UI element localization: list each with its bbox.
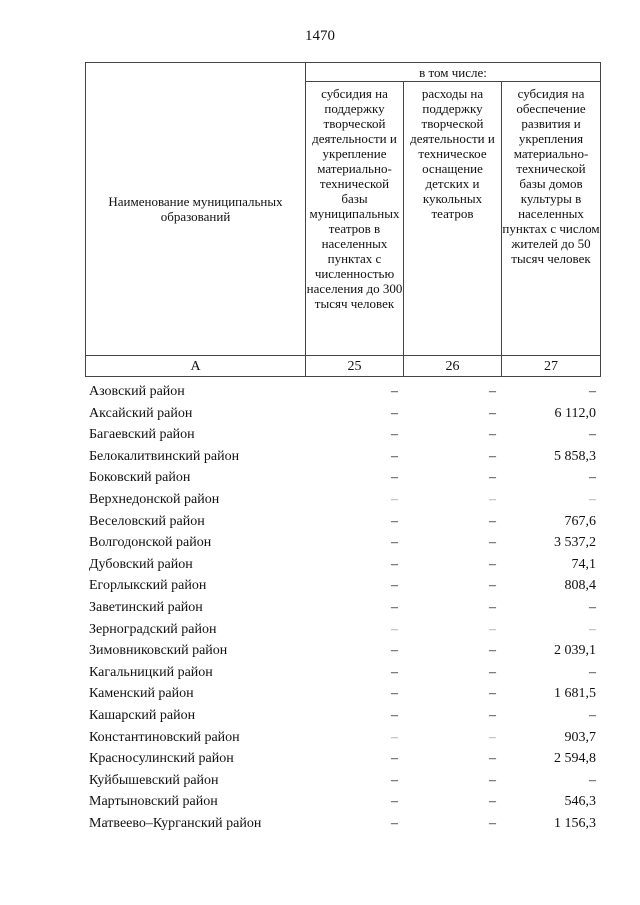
row-name: Кагальницкий район bbox=[89, 664, 213, 680]
cell-25: – bbox=[391, 664, 398, 680]
cell-25: – bbox=[391, 384, 398, 399]
row-name: Мартыновский район bbox=[89, 794, 218, 810]
table-row bbox=[85, 511, 600, 533]
cell-27: 808,4 bbox=[564, 578, 596, 594]
cell-26: – bbox=[489, 427, 496, 443]
cell-26: – bbox=[489, 621, 496, 637]
row-name: Азовский район bbox=[89, 384, 185, 399]
row-name: Куйбышевский район bbox=[89, 772, 219, 788]
table-body bbox=[85, 381, 600, 834]
cell-26: – bbox=[489, 751, 496, 767]
cell-25: – bbox=[391, 751, 398, 767]
cell-26: – bbox=[489, 578, 496, 594]
table-row bbox=[85, 619, 600, 641]
cell-27: 6 112,0 bbox=[554, 405, 596, 421]
cell-26: – bbox=[489, 405, 496, 421]
row-name: Заветинский район bbox=[89, 599, 203, 615]
header-col-25: субсидия на поддержку творческой деятельности и укрепление материально-технической базы муниципальных театров в населенных пунктах с численностью населения до 300 тысяч человек bbox=[306, 82, 404, 356]
cell-25: – bbox=[391, 491, 398, 507]
cell-25: – bbox=[391, 686, 398, 702]
cell-27: – bbox=[589, 772, 596, 788]
cell-25: – bbox=[391, 794, 398, 810]
row-name: Зимовниковский район bbox=[89, 643, 228, 659]
table-row bbox=[85, 554, 600, 576]
cell-27: 903,7 bbox=[564, 729, 596, 745]
cell-27: – bbox=[589, 470, 596, 486]
cell-26: – bbox=[489, 794, 496, 810]
table-row bbox=[85, 446, 600, 468]
cell-25: – bbox=[391, 707, 398, 723]
cell-25: – bbox=[391, 513, 398, 529]
table-row bbox=[85, 403, 600, 425]
cell-27: 767,6 bbox=[564, 513, 596, 529]
table-row bbox=[85, 705, 600, 727]
cell-26: – bbox=[489, 556, 496, 572]
cell-25: – bbox=[391, 621, 398, 637]
cell-27: – bbox=[589, 621, 596, 637]
cell-25: – bbox=[391, 772, 398, 788]
cell-25: – bbox=[391, 815, 398, 831]
table-row bbox=[85, 489, 600, 511]
cell-26: – bbox=[489, 599, 496, 615]
cell-26: – bbox=[489, 513, 496, 529]
cell-26: – bbox=[489, 772, 496, 788]
cell-27: – bbox=[589, 707, 596, 723]
cell-25: – bbox=[391, 535, 398, 551]
cell-26: – bbox=[489, 470, 496, 486]
header-index-a: А bbox=[86, 356, 306, 377]
cell-25: – bbox=[391, 427, 398, 443]
row-name: Дубовский район bbox=[89, 556, 193, 572]
cell-25: – bbox=[391, 599, 398, 615]
table-row bbox=[85, 748, 600, 770]
cell-27: – bbox=[589, 599, 596, 615]
row-name: Егорлыкский район bbox=[89, 578, 207, 594]
row-name: Волгодонской район bbox=[89, 535, 212, 551]
cell-25: – bbox=[391, 729, 398, 745]
cell-27: 1 156,3 bbox=[554, 815, 596, 831]
header-col-26: расходы на поддержку творческой деятельности и техническое оснащение детских и кукольных театров bbox=[404, 82, 502, 356]
page-number: 1470 bbox=[305, 28, 335, 44]
cell-25: – bbox=[391, 448, 398, 464]
row-name: Аксайский район bbox=[89, 405, 193, 421]
cell-27: – bbox=[589, 384, 596, 399]
table-row bbox=[85, 381, 600, 403]
cell-27: 546,3 bbox=[564, 794, 596, 810]
row-name: Каменский район bbox=[89, 686, 194, 702]
cell-27: 1 681,5 bbox=[554, 686, 596, 702]
cell-26: – bbox=[489, 686, 496, 702]
cell-26: – bbox=[489, 815, 496, 831]
row-name: Константиновский район bbox=[89, 729, 240, 745]
header-group: в том числе: bbox=[306, 63, 601, 82]
row-name: Зерноградский район bbox=[89, 621, 217, 637]
table-row bbox=[85, 662, 600, 684]
cell-27: 3 537,2 bbox=[554, 535, 596, 551]
table-row bbox=[85, 813, 600, 835]
table-row bbox=[85, 532, 600, 554]
header-index-27: 27 bbox=[502, 356, 601, 377]
cell-27: 2 594,8 bbox=[554, 751, 596, 767]
table-row bbox=[85, 791, 600, 813]
table-row bbox=[85, 640, 600, 662]
header-index-25: 25 bbox=[306, 356, 404, 377]
header-index-26: 26 bbox=[404, 356, 502, 377]
cell-26: – bbox=[489, 491, 496, 507]
cell-25: – bbox=[391, 643, 398, 659]
cell-27: – bbox=[589, 491, 596, 507]
cell-27: 74,1 bbox=[571, 556, 596, 572]
table-row bbox=[85, 683, 600, 705]
cell-27: 2 039,1 bbox=[554, 643, 596, 659]
row-name: Багаевский район bbox=[89, 427, 195, 443]
table-row bbox=[85, 770, 600, 792]
cell-26: – bbox=[489, 707, 496, 723]
cell-25: – bbox=[391, 470, 398, 486]
header-col-27: субсидия на обеспечение развития и укрепления материально-технической базы домов культуры в населенных пунктах с числом жителей до 50 тысяч человек bbox=[502, 82, 601, 356]
table-row bbox=[85, 424, 600, 446]
cell-26: – bbox=[489, 384, 496, 399]
cell-26: – bbox=[489, 729, 496, 745]
table-row bbox=[85, 467, 600, 489]
cell-26: – bbox=[489, 535, 496, 551]
table-row bbox=[85, 727, 600, 749]
row-name: Верхнедонской район bbox=[89, 491, 220, 507]
row-name: Боковский район bbox=[89, 470, 191, 486]
cell-26: – bbox=[489, 664, 496, 680]
cell-25: – bbox=[391, 578, 398, 594]
cell-26: – bbox=[489, 643, 496, 659]
cell-27: – bbox=[589, 427, 596, 443]
table-row bbox=[85, 597, 600, 619]
cell-27: – bbox=[589, 664, 596, 680]
cell-27: 5 858,3 bbox=[554, 448, 596, 464]
row-name: Белокалитвинский район bbox=[89, 448, 240, 464]
cell-25: – bbox=[391, 556, 398, 572]
row-name: Красносулинский район bbox=[89, 751, 234, 767]
cell-26: – bbox=[489, 448, 496, 464]
header-name-column: Наименование муниципальных образований bbox=[86, 63, 306, 356]
row-name: Кашарский район bbox=[89, 707, 196, 723]
row-name: Матвеево–Курганский район bbox=[89, 815, 262, 831]
table-row bbox=[85, 575, 600, 597]
table-header bbox=[85, 62, 601, 377]
row-name: Веселовский район bbox=[89, 513, 205, 529]
cell-25: – bbox=[391, 405, 398, 421]
